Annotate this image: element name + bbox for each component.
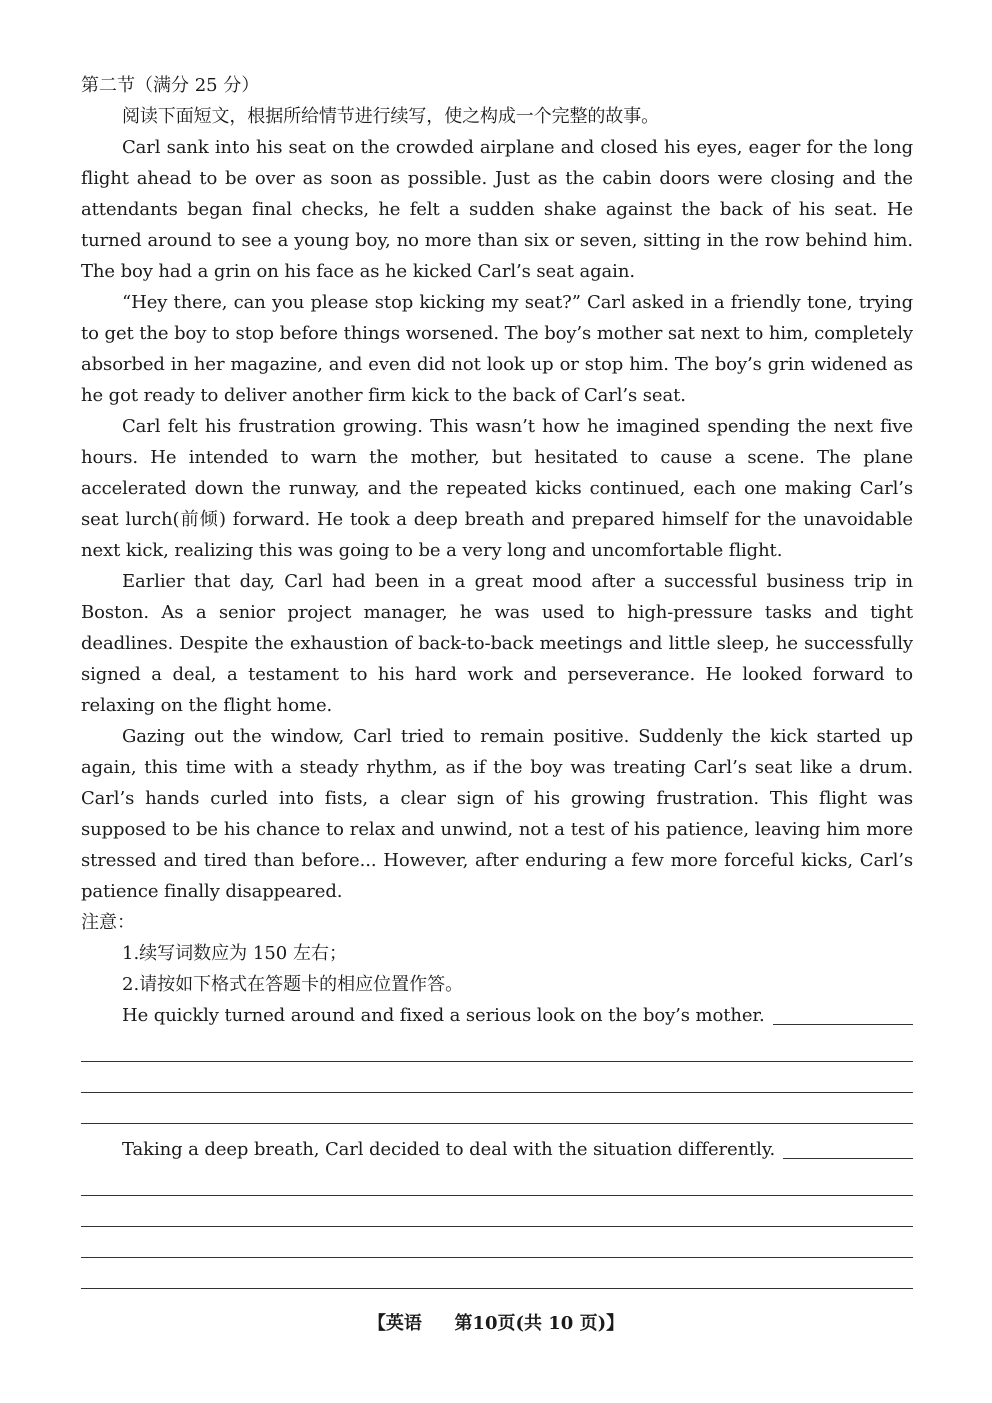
answer-line[interactable] bbox=[81, 1031, 913, 1062]
answer-line[interactable] bbox=[81, 1196, 913, 1227]
note-item-2: 2.请按如下格式在答题卡的相应位置作答。 bbox=[122, 974, 464, 995]
prompt-2-text: Taking a deep breath, Carl decided to deal with the situation differently. bbox=[122, 1139, 776, 1160]
answer-line[interactable] bbox=[81, 1165, 913, 1196]
exam-page bbox=[81, 70, 913, 1289]
story-paragraph-4: Earlier that day, Carl had been in a great mood after a successful business trip in Boston. As a senior project manager, he was used to high-pressure tasks and tight deadlines. Despite the exhaustion of back-to-back meetings and little sleep, he successfully signed a deal, a testament to his hard work and perseverance. He looked forward to relaxing on the flight home. bbox=[81, 571, 913, 716]
continuation-prompt-1 bbox=[81, 1000, 913, 1031]
prompt-1-text: He quickly turned around and fixed a serious look on the boy’s mother. bbox=[122, 1005, 765, 1026]
section-instruction: 阅读下面短文，根据所给情节进行续写，使之构成一个完整的故事。 bbox=[122, 106, 659, 127]
footer-subject: 【英语 bbox=[367, 1313, 422, 1334]
story-paragraph-3: Carl felt his frustration growing. This wasn’t how he imagined spending the next five hours. He intended to warn the mother, but hesitated to cause a scene. The plane accelerated down the runway, and the repeated kicks continued, each one making Carl’s seat lurch(前倾) forward. He took a deep breath and prepared himself for the unavoidable next kick, realizing this was going to be a very long and uncomfortable flight. bbox=[81, 416, 913, 561]
story-paragraph-5: Gazing out the window, Carl tried to remain positive. Suddenly the kick started up again, this time with a steady rhythm, as if the boy was treating Carl’s seat like a drum. Carl’s hands curled into fists, a clear sign of his growing frustration. This flight was supposed to be his chance to relax and unwind, not a test of his patience, leaving him more stressed and tired than before... However, after enduring a few more forceful kicks, Carl’s patience finally disappeared. bbox=[81, 726, 913, 902]
continuation-prompt-2 bbox=[81, 1134, 913, 1165]
answer-line[interactable] bbox=[81, 1093, 913, 1124]
story-paragraph-2: “Hey there, can you please stop kicking my seat?” Carl asked in a friendly tone, trying to get the boy to stop before things worsened. The boy’s mother sat next to him, completely absorbed in her magazine, and even did not look up or stop him. The boy’s grin widened as he got ready to deliver another firm kick to the back of Carl’s seat. bbox=[81, 292, 913, 406]
answer-line[interactable] bbox=[81, 1227, 913, 1258]
prompt-1-answer-line[interactable] bbox=[773, 1023, 913, 1025]
story-paragraph-1: Carl sank into his seat on the crowded airplane and closed his eyes, eager for the long flight ahead to be over as soon as possible. Just as the cabin doors were closing and the attendants began final checks, he felt a sudden shake against the back of his seat. He turned around to see a young boy, no more than six or seven, sitting in the row behind him. The boy had a grin on his face as he kicked Carl’s seat again. bbox=[81, 137, 913, 282]
prompt-2-answer-line[interactable] bbox=[783, 1157, 913, 1159]
section-title: 第二节（满分 25 分） bbox=[81, 75, 260, 96]
note-item-1: 1.续写词数应为 150 左右； bbox=[122, 943, 347, 964]
answer-line[interactable] bbox=[81, 1258, 913, 1289]
page-footer bbox=[0, 1310, 992, 1338]
answer-line[interactable] bbox=[81, 1062, 913, 1093]
notes-title: 注意： bbox=[81, 912, 135, 933]
footer-page-number: 第10页(共 10 页)】 bbox=[454, 1313, 625, 1334]
